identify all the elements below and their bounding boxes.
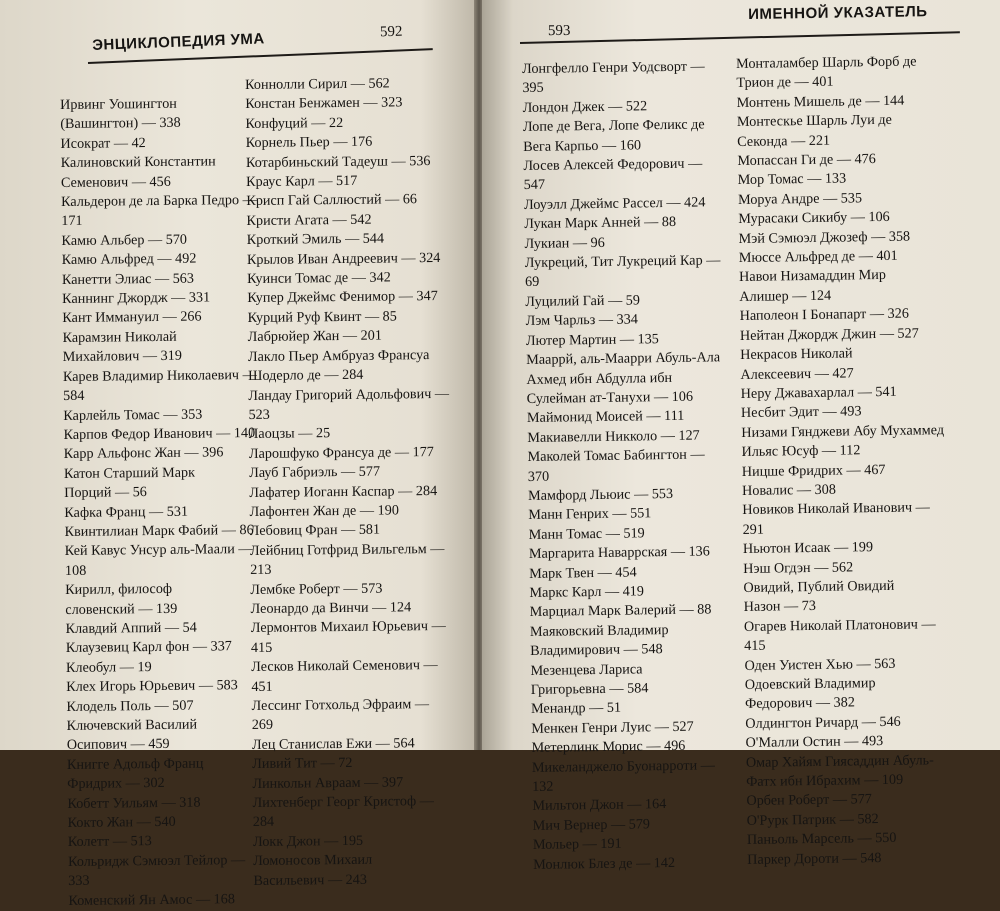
entry-line: Квинтилиан Марк Фабий — 86	[64, 521, 254, 540]
entry-line: Канетти Элиас — 563	[61, 270, 195, 288]
index-entry	[523, 154, 739, 196]
index-entry	[744, 614, 985, 656]
index-entry	[66, 657, 276, 679]
entry-line: Монлюк Блез де — 142	[533, 854, 676, 873]
entry-continuation: 395	[522, 80, 544, 97]
entry-line: Котарбиньский Тадеуш — 536	[245, 152, 431, 171]
entry-line: Навои Низамаддин Мир	[738, 267, 886, 286]
entry-continuation: 291	[742, 521, 765, 538]
entry-line: Каннинг Джордж — 331	[62, 289, 211, 308]
index-entry	[248, 345, 483, 386]
entry-line: Менкен Генри Луис — 527	[531, 718, 694, 737]
entry-line: Моруа Андре — 535	[737, 190, 863, 208]
entry-line: Карамзин Николай	[62, 328, 177, 346]
entry-line: Паркер Дороти — 548	[747, 849, 882, 868]
index-entry	[253, 850, 488, 891]
entry-continuation: 547	[523, 177, 546, 194]
entry-line: Новиков Николай Иванович —	[742, 499, 930, 519]
entry-line: Кольридж Сэмюэл Тейлор —	[67, 851, 246, 870]
entry-continuation: Алексеевич — 427	[740, 364, 854, 383]
entry-continuation: Семенович — 456	[60, 173, 171, 191]
entry-line: Микеланджело Буонарроти —	[531, 757, 715, 776]
index-entry	[250, 520, 485, 542]
index-entry	[739, 265, 980, 307]
entry-line: Книгге Адольф Франц	[66, 755, 204, 773]
index-entry	[245, 93, 480, 115]
index-entry	[249, 462, 484, 484]
entry-line: Маркс Карл — 419	[529, 583, 645, 601]
entry-line: Одоевский Владимир	[744, 675, 876, 693]
entry-line: Ломоносов Михаил	[253, 851, 373, 870]
entry-line: Менандр — 51	[530, 700, 622, 718]
entry-line: Монтень Мишель де — 144	[736, 92, 905, 111]
index-entry	[245, 112, 480, 134]
entry-line: Лесков Николай Семенович —	[251, 657, 438, 676]
entry-line: Лосев Алексей Федорович —	[523, 155, 703, 175]
entry-line: Карлейль Томас — 353	[63, 406, 203, 424]
entry-line: Кроткий Эмиль — 544	[246, 230, 385, 249]
entry-continuation: 333	[68, 872, 90, 890]
index-entry	[246, 209, 481, 231]
index-entry	[747, 847, 987, 870]
index-entry	[68, 812, 278, 834]
index-entry	[247, 287, 482, 309]
header-rule-right	[520, 31, 960, 44]
entry-line: Ирвинг Уошингтон	[60, 95, 177, 113]
entry-line: Паньоль Марсель — 550	[746, 830, 897, 849]
index-entry	[62, 327, 272, 368]
entry-line: Неру Джавахарлал — 541	[740, 383, 897, 402]
entry-line: Локк Джон — 195	[252, 832, 364, 850]
entry-line: Кафка Франц — 531	[64, 503, 189, 521]
entry-continuation: Алишер — 124	[739, 287, 832, 305]
entry-continuation: Осипович — 459	[66, 736, 170, 754]
entry-continuation: (Вашингтон) — 338	[60, 115, 181, 133]
entry-line: Калиновский Константин	[60, 153, 216, 172]
index-entry	[253, 830, 488, 852]
entry-continuation: Григорьевна — 584	[530, 680, 649, 698]
index-entry	[63, 404, 273, 426]
index-entry	[530, 659, 746, 701]
entry-line: Клеобул — 19	[65, 658, 152, 676]
entry-line: Лэм Чарльз — 334	[525, 311, 639, 330]
index-entry	[250, 539, 485, 580]
entry-line: Кирилл, философ	[65, 581, 173, 599]
index-entry	[66, 637, 276, 659]
index-entry	[246, 171, 481, 193]
entry-line: Кей Кавус Унсур аль-Маали —	[64, 541, 253, 560]
entry-line: Лафонтен Жан де — 190	[249, 502, 399, 520]
running-head-left: ЭНЦИКЛОПЕДИЯ УМА	[92, 30, 265, 54]
entry-line: Лебовиц Фран — 581	[249, 521, 381, 540]
entry-line: Марциал Марк Валерий — 88	[529, 601, 712, 621]
index-entry	[252, 753, 487, 775]
index-entry	[62, 307, 272, 329]
entry-line: Мюссе Альфред де — 401	[738, 247, 898, 267]
index-entry	[247, 306, 482, 328]
entry-line: Ницше Фридрих — 467	[741, 461, 886, 480]
entry-line: Мич Вернер — 579	[532, 816, 651, 834]
entry-continuation: Назон — 73	[743, 598, 817, 616]
entry-line: Манн Генрих — 551	[528, 505, 652, 524]
entry-line: Ньютон Исаак — 199	[742, 539, 874, 558]
entry-line: Мольер — 191	[532, 835, 622, 854]
index-entry	[249, 442, 484, 464]
entry-continuation: Секонда — 221	[737, 132, 831, 150]
entry-continuation: 108	[64, 562, 87, 579]
entry-line: Монтескье Шарль Луи де	[736, 112, 892, 131]
index-entry	[743, 576, 984, 618]
index-entry	[66, 676, 276, 698]
entry-line: Лейбниц Готфрид Вильгельм —	[249, 540, 445, 559]
entry-line: Кобетт Уильям — 318	[67, 794, 201, 812]
index-entry	[252, 772, 487, 794]
entry-line: Орбен Роберт — 577	[746, 791, 872, 810]
entry-line: Мор Томас — 133	[737, 170, 847, 189]
index-entry	[60, 133, 270, 155]
entry-line: Карпов Федор Иванович — 140	[63, 424, 256, 443]
entry-continuation: Фатх ибн Ибрахим — 109	[746, 771, 904, 790]
entry-line: Лермонтов Михаил Юрьевич —	[250, 618, 446, 637]
entry-continuation: 171	[61, 213, 83, 230]
index-entry	[523, 115, 739, 157]
entry-line: Мэй Сэмюэл Джозеф — 358	[738, 228, 911, 247]
entry-line: Наполеон I Бонапарт — 326	[739, 305, 909, 325]
entry-continuation: Фридрих — 302	[67, 775, 165, 793]
index-column-left-2	[245, 74, 489, 891]
entry-line: Лембке Роберт — 573	[250, 580, 383, 598]
entry-line: О'Малли Остин — 493	[745, 733, 884, 752]
entry-line: Мопассан Ги де — 476	[737, 151, 876, 170]
entry-line: Купер Джеймс Фенимор — 347	[247, 288, 438, 307]
index-entry	[68, 831, 278, 853]
index-entry	[64, 501, 274, 523]
entry-line: Кант Иммануил — 266	[62, 308, 202, 327]
entry-line: Макиавелли Никколо — 127	[527, 427, 700, 446]
running-head-right: ИМЕННОЙ УКАЗАТЕЛЬ	[748, 3, 928, 23]
index-entries	[736, 52, 987, 870]
left-page	[0, 0, 478, 909]
entry-line: Огарев Николай Платонович —	[743, 616, 936, 635]
entry-line: Лоуэлл Джеймс Рассел — 424	[523, 194, 706, 213]
entry-line: Коннолли Сирил — 562	[245, 75, 390, 93]
entry-line: Несбит Эдит — 493	[740, 403, 862, 422]
entry-line: Карр Альфонс Жан — 396	[63, 444, 224, 463]
index-entry	[62, 268, 272, 290]
entry-line: Мааррй, аль-Маарри Абуль-Ала	[526, 349, 721, 369]
entry-line: Констан Бенжамен — 323	[245, 94, 403, 113]
index-entry	[247, 268, 482, 290]
entry-line: Маяковский Владимир	[529, 621, 669, 640]
index-entry	[65, 618, 275, 640]
entry-line: Мамфорд Льюис — 553	[527, 485, 674, 504]
entry-line: Крисп Гай Саллюстий — 66	[246, 191, 418, 210]
index-entry	[530, 620, 746, 662]
index-entry	[249, 481, 484, 503]
entry-line: Ландау Григорий Адольфович —	[248, 385, 450, 404]
entry-line: Лафатер Иоганн Каспар — 284	[249, 482, 438, 501]
entry-line: Лакло Пьер Амбруаз Франсуа	[247, 346, 430, 365]
index-entry	[533, 853, 748, 875]
index-entry	[65, 540, 275, 581]
entry-line: Марк Твен — 454	[529, 564, 637, 582]
index-entries	[245, 74, 489, 891]
index-entry	[63, 424, 273, 446]
index-column-right-2	[736, 52, 987, 870]
entry-line: Лауб Габриэль — 577	[249, 463, 381, 482]
entry-line: Лукиан — 96	[524, 234, 605, 252]
entry-continuation: 132	[532, 778, 554, 795]
entry-line: Нейтан Джордж Джин — 527	[739, 325, 919, 344]
entry-line: Ключевский Василий	[66, 716, 198, 734]
index-entry	[249, 500, 484, 522]
entry-line: Камю Альбер — 570	[61, 231, 188, 249]
entry-line: Кристи Агата — 542	[246, 211, 372, 229]
entry-line: Лец Станислав Ежи — 564	[251, 735, 415, 753]
index-entry	[248, 326, 483, 348]
entry-line: Клаузевиц Карл фон — 337	[65, 638, 232, 657]
entry-continuation: Васильевич — 243	[253, 871, 368, 889]
entry-continuation: 213	[250, 561, 272, 579]
entry-line: Лютер Мартин — 135	[525, 330, 659, 349]
index-entry	[61, 191, 271, 232]
entry-line: Лопе де Вега, Лопе Феликс де	[522, 116, 705, 136]
entry-continuation: 415	[250, 639, 273, 656]
entry-line: Корнель Пьер — 176	[245, 133, 373, 152]
entry-line: Лессинг Готхольд Эфраим —	[251, 696, 430, 714]
entry-line: О'Рурк Патрик — 582	[746, 810, 879, 829]
entry-line: Лихтенберг Георг Кристоф —	[252, 793, 434, 811]
index-entry	[68, 851, 278, 892]
index-entry	[526, 348, 742, 409]
entry-continuation: 523	[248, 406, 270, 423]
index-entry	[67, 715, 277, 756]
entry-line: Лукан Марк Анней — 88	[524, 214, 677, 233]
index-entry	[522, 57, 738, 99]
entry-continuation: 269	[251, 717, 274, 734]
index-entry	[741, 420, 982, 462]
entry-line: Омар Хайям Гиясаддин Абуль-	[745, 751, 934, 771]
index-entry	[247, 248, 482, 270]
entry-line: Карев Владимир Николаевич —	[62, 366, 257, 385]
entry-line: Колетт — 513	[67, 833, 152, 851]
entry-line: Маймонид Моисей — 111	[526, 408, 685, 427]
entry-line: Лонгфелло Генри Уодсворт —	[522, 58, 705, 77]
index-entry	[252, 695, 487, 736]
right-page	[482, 0, 1000, 873]
page-number-left: 592	[379, 23, 403, 41]
index-entry	[253, 792, 488, 833]
entry-line: Клех Игорь Юрьевич — 583	[66, 677, 238, 696]
entry-continuation: Ахмед ибн Абдулла ибн	[526, 369, 673, 388]
entry-line: Мильтон Джон — 164	[532, 796, 667, 815]
index-entry	[64, 521, 274, 543]
entry-line: Маргарита Наваррская — 136	[528, 543, 710, 563]
index-entry	[245, 74, 480, 96]
entry-continuation: Шодерло де — 284	[248, 366, 364, 385]
entry-line: Оден Уистен Хью — 563	[744, 655, 896, 674]
index-entry	[67, 754, 277, 795]
entry-line: Некрасов Николай	[740, 345, 853, 364]
index-entry	[740, 343, 981, 385]
page-number-right: 593	[547, 22, 571, 40]
index-entry	[246, 190, 481, 212]
index-entry	[66, 695, 276, 717]
entry-line: Метерлинк Морис — 496	[531, 738, 686, 757]
entry-line: Нэш Огдэн — 562	[743, 558, 854, 577]
index-entry	[60, 94, 270, 135]
index-entry	[250, 597, 485, 619]
index-entry	[746, 750, 987, 792]
entry-line: Лукреций, Тит Лукреций Кар —	[524, 252, 721, 272]
entry-line: Мурасаки Сикибу — 106	[738, 209, 890, 228]
entry-continuation: 284	[252, 814, 275, 831]
entry-line: Исократ — 42	[60, 134, 146, 152]
index-entry	[742, 498, 983, 540]
entry-line: Курций Руф Квинт — 85	[247, 308, 397, 326]
index-entry	[248, 384, 483, 425]
entry-line: Луцилий Гай — 59	[525, 292, 641, 310]
index-entry	[745, 673, 986, 715]
index-entry	[532, 756, 748, 798]
entry-line: Куинси Томас де — 342	[247, 269, 391, 288]
entry-line: Клодель Поль — 507	[66, 697, 194, 715]
index-entry	[252, 733, 487, 755]
index-entry	[247, 229, 482, 251]
index-entry	[61, 152, 271, 193]
entry-continuation: Порций — 56	[64, 484, 147, 502]
index-entry	[251, 617, 486, 658]
entry-line: Линкольн Авраам — 397	[252, 774, 404, 792]
index-entry	[736, 52, 977, 94]
entry-continuation: 584	[63, 387, 85, 405]
index-entry	[65, 579, 275, 620]
entry-line: Новалис — 308	[741, 481, 837, 499]
entry-continuation: 370	[527, 468, 550, 485]
entry-line: Коменский Ян Амос — 168	[68, 890, 236, 909]
entry-line: Конфуций — 22	[245, 114, 344, 132]
index-entry	[67, 792, 277, 814]
entry-line: Краус Карл — 517	[246, 172, 358, 191]
index-entry	[251, 656, 486, 697]
entry-line: Лаоцзы — 25	[248, 425, 331, 443]
index-entry	[250, 578, 485, 600]
entry-line: Ларошфуко Франсуа де — 177	[248, 443, 434, 462]
index-entry	[249, 423, 484, 445]
entry-line: Крылов Иван Андреевич — 324	[246, 249, 441, 268]
entry-line: Кокто Жан — 540	[67, 813, 176, 831]
entry-line: Леонардо да Винчи — 124	[250, 599, 412, 617]
entry-continuation: Трион де — 401	[736, 74, 834, 92]
entry-line: Монталамбер Шарль Форб де	[736, 53, 917, 72]
entry-line: Низами Гянджеви Абу Мухаммед	[741, 421, 945, 441]
index-entry	[64, 462, 274, 503]
entry-continuation: Ильяс Юсуф — 112	[741, 442, 861, 461]
entry-line: Мезенцева Лариса	[530, 660, 643, 679]
index-column-right-1	[522, 57, 748, 875]
entry-line: Маколей Томас Бабингтон —	[527, 446, 705, 466]
entry-line: Олдингтон Ричард — 546	[745, 713, 901, 732]
entry-continuation: 415	[744, 637, 766, 655]
entry-continuation: Михайлович — 319	[62, 348, 182, 366]
entry-continuation: Сулейман ат-Танухи — 106	[526, 388, 694, 407]
entry-continuation: Федорович — 382	[744, 694, 855, 713]
index-entry	[63, 365, 273, 406]
index-entries	[522, 57, 748, 875]
entry-line: Клавдий Аппий — 54	[65, 619, 197, 637]
entry-line: Кальдерон де ла Барка Педро —	[61, 191, 257, 211]
entry-line: Катон Старший Марк	[63, 464, 196, 482]
entry-continuation: Владимирович — 548	[530, 641, 663, 660]
index-entry	[68, 889, 278, 911]
entry-line: Ливий Тит — 72	[252, 755, 353, 773]
entry-line: Овидий, Публий Овидий	[743, 577, 895, 596]
index-entry	[246, 132, 481, 154]
entry-continuation: 69	[524, 274, 540, 291]
index-entry	[62, 249, 272, 271]
index-entry	[527, 445, 743, 487]
entry-continuation: словенский — 139	[65, 600, 178, 618]
entry-line: Манн Томас — 519	[528, 525, 645, 543]
index-entry	[737, 110, 978, 152]
index-entry	[525, 251, 741, 293]
entry-line: Камю Альфред — 492	[61, 250, 197, 269]
entry-line: Лабрюйер Жан — 201	[247, 327, 382, 346]
index-entry	[64, 443, 274, 465]
index-entry	[246, 151, 481, 173]
index-entry	[61, 230, 271, 252]
entry-line: Лондон Джек — 522	[522, 98, 648, 116]
index-entry	[62, 288, 272, 310]
entry-continuation: Вега Карпьо — 160	[523, 136, 642, 155]
entry-continuation: 451	[251, 678, 273, 695]
